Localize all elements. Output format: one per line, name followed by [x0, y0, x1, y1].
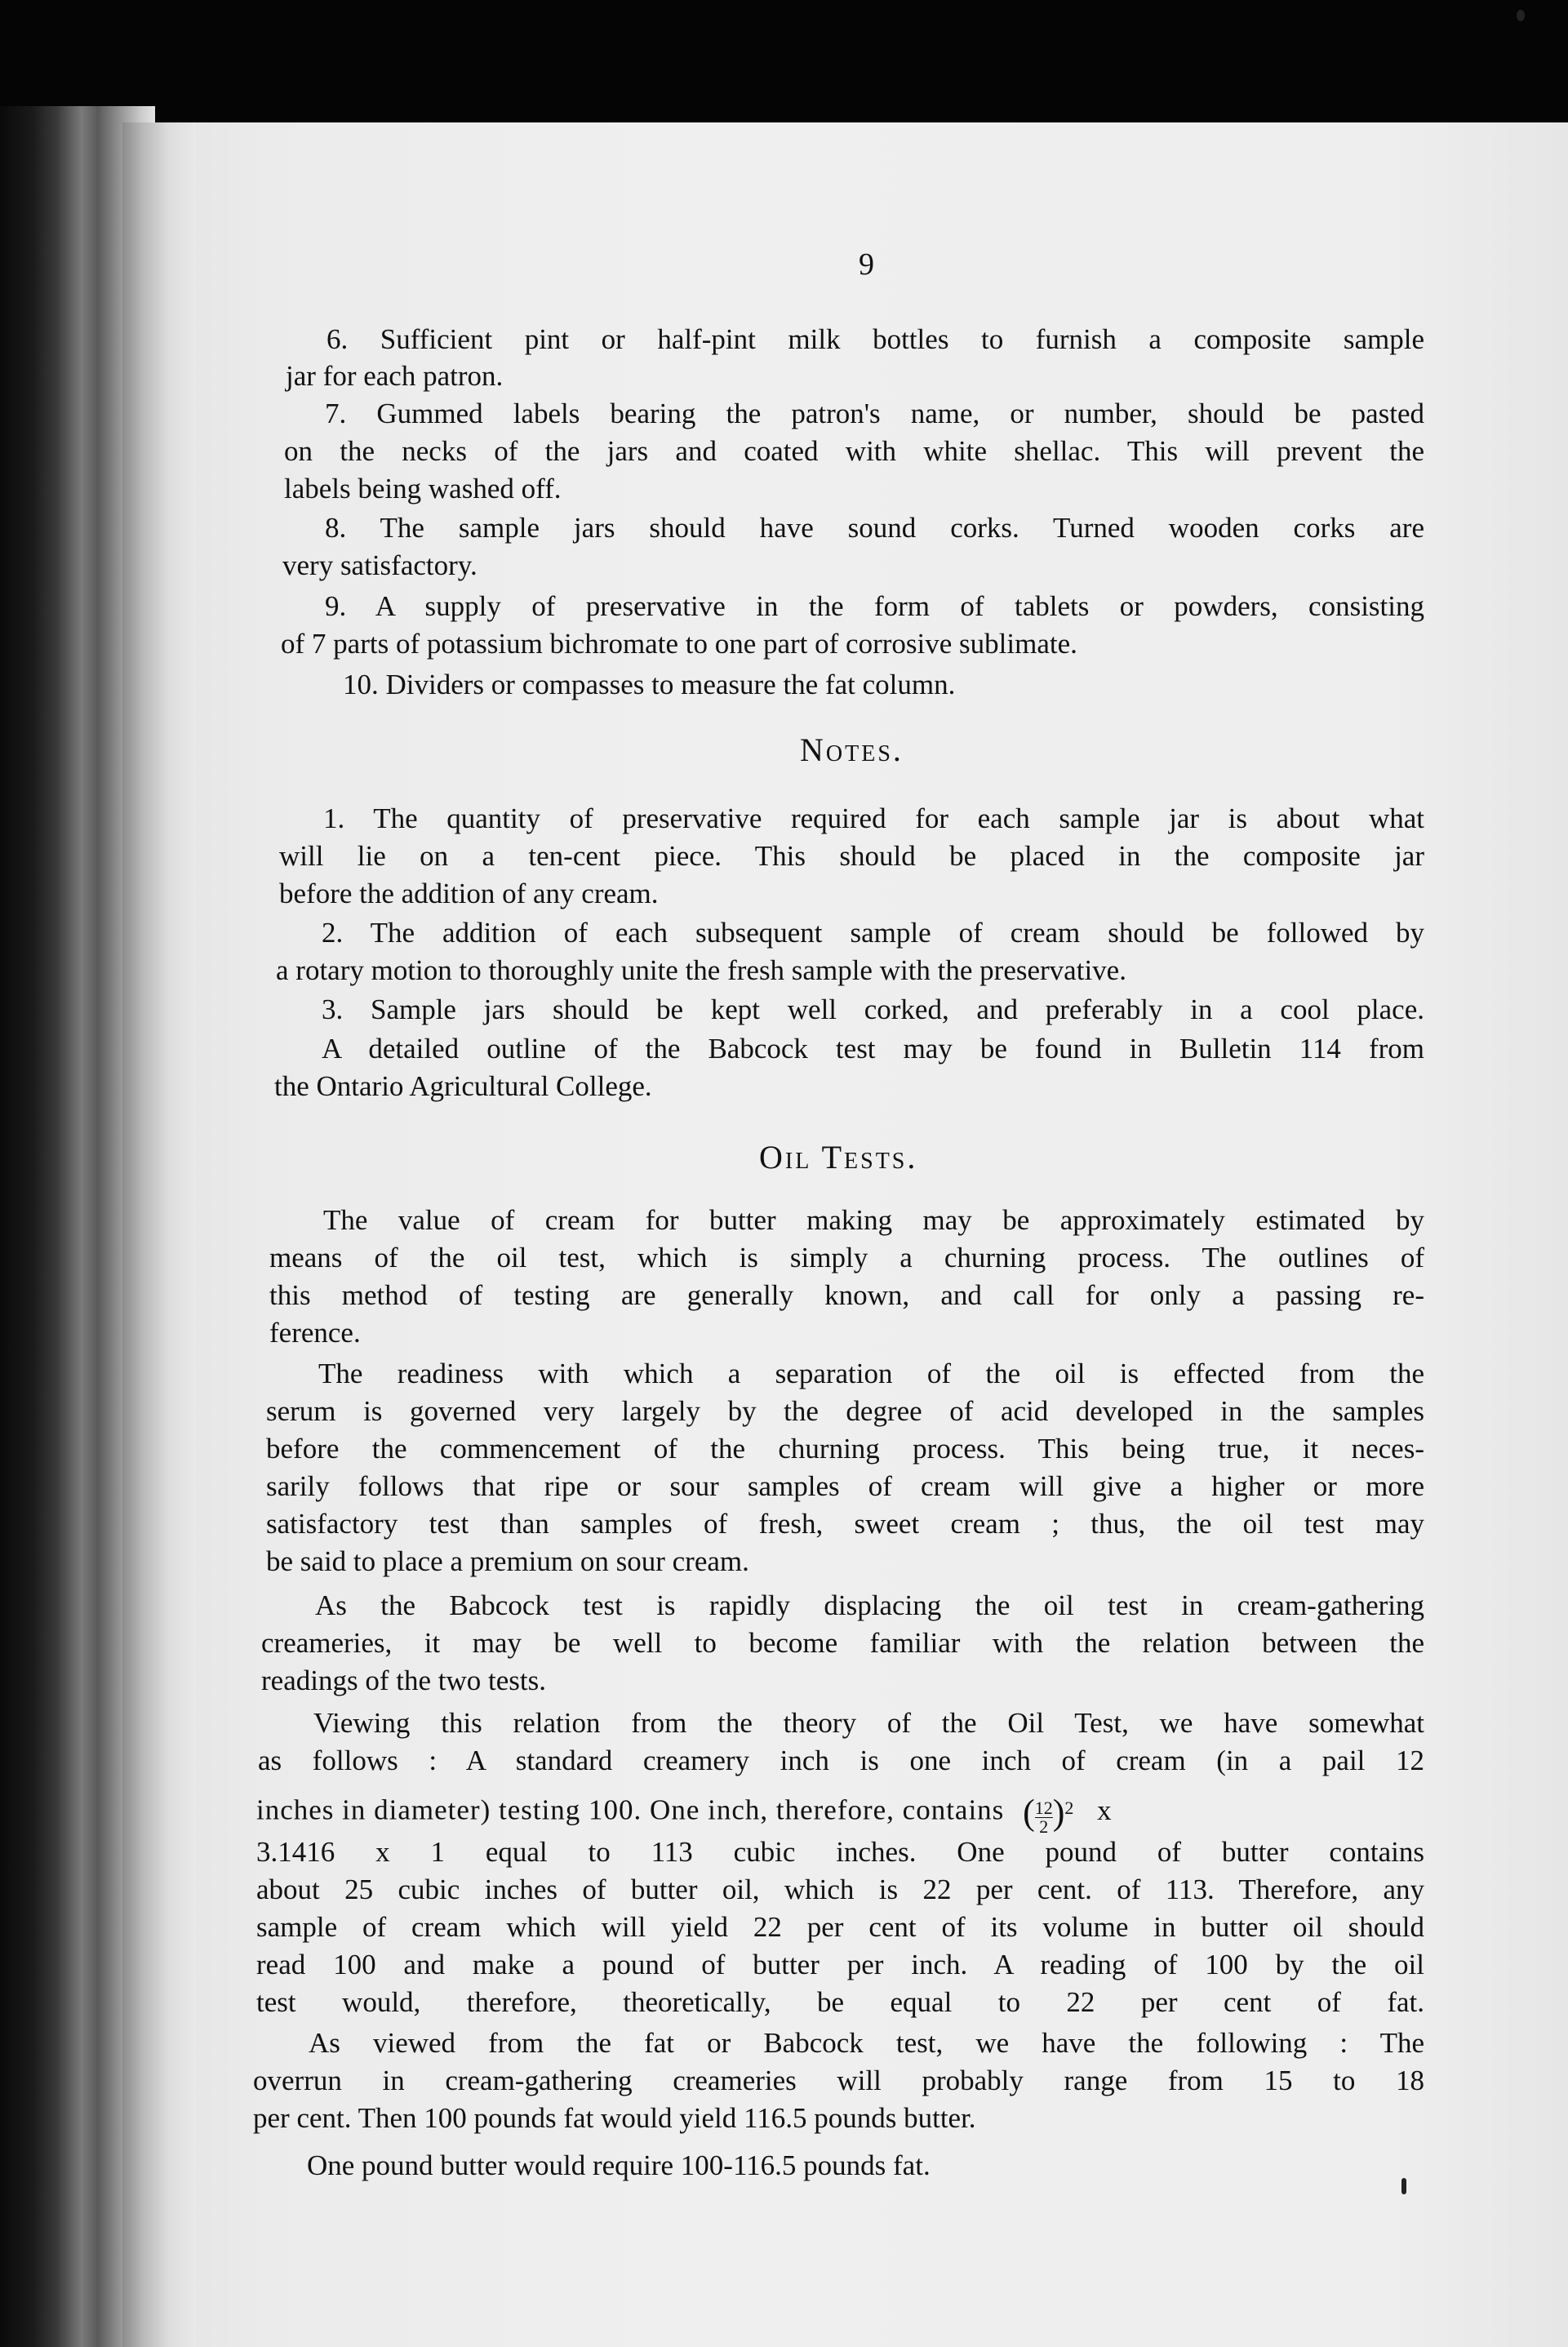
oil-p2-line-3: before the commencement of the churning process. This being true, it neces- — [266, 1433, 1424, 1465]
note-1-line-2: will lie on a ten-cent piece. This should be placed in the composite jar — [279, 840, 1424, 872]
oil-p1-line-3: this method of testing are generally known, and call for only a passing re- — [269, 1279, 1424, 1311]
formula-times: x — [1097, 1794, 1112, 1826]
formula-line — [256, 1789, 1112, 1836]
after-formula-line-5: test would, therefore, theoretically, be equal to 22 per cent of fat. — [256, 1986, 1424, 2018]
item-7-line-1: 7. Gummed labels bearing the patron's name, or number, should be pasted — [325, 398, 1424, 429]
formula-fraction: ( $\frac{12}{2}$ )$^2$ — [1023, 1792, 1074, 1838]
item-9-line-2: of 7 parts of potassium bichromate to one part of corrosive sublimate. — [281, 628, 1077, 660]
oil-p4-line-1: Viewing this relation from the theory of the Oil Test, we have somewhat — [313, 1707, 1424, 1739]
oil-p3-line-2: creameries, it may be well to become familiar with the relation between the — [261, 1627, 1424, 1659]
oil-p1-line-4: ference. — [269, 1317, 361, 1349]
scan-speck — [1401, 2178, 1406, 2194]
after-formula-line-3: sample of cream which will yield 22 per cent of its volume in butter oil should — [256, 1911, 1424, 1943]
oil-p1-line-2: means of the oil test, which is simply a churning process. The outlines of — [269, 1242, 1424, 1274]
notes-heading: Notes. — [800, 731, 904, 768]
item-10-line-1: 10. Dividers or compasses to measure the fat column. — [343, 669, 956, 700]
exponent: 2 — [1064, 1798, 1074, 1818]
item-6-line-1: 6. Sufficient pint or half-pint milk bottles to furnish a composite sample — [326, 323, 1424, 355]
oil-p2-line-1: The readiness with which a separation of the oil is effected from the — [318, 1358, 1424, 1389]
note-1-line-3: before the addition of any cream. — [279, 878, 659, 909]
last-line: One pound butter would require 100-116.5 pounds fat. — [307, 2149, 931, 2181]
note-1-line-1: 1. The quantity of preservative required for each sample jar is about what — [323, 802, 1424, 834]
babcock-line-1: As viewed from the fat or Babcock test, we have the following : The — [309, 2027, 1424, 2059]
after-formula-line-1: 3.1416 x 1 equal to 113 cubic inches. One pound of butter contains — [256, 1836, 1424, 1868]
scanner-background — [0, 0, 1568, 122]
item-7-line-2: on the necks of the jars and coated with white shellac. This will prevent the — [284, 435, 1424, 467]
note-3-line-1: 3. Sample jars should be kept well corked, and preferably in a cool place. — [322, 993, 1424, 1025]
oil-p4-line-2: as follows : A standard creamery inch is one inch of cream (in a pail 12 — [258, 1745, 1424, 1776]
note-2-line-1: 2. The addition of each subsequent sample of cream should be followed by — [322, 917, 1424, 949]
item-6-line-2: jar for each patron. — [286, 360, 504, 392]
after-formula-line-4: read 100 and make a pound of butter per inch. A reading of 100 by the oil — [256, 1949, 1424, 1980]
fraction-numerator: 12 — [1034, 1798, 1053, 1819]
note-2-line-2: a rotary motion to thoroughly unite the fresh sample with the preservative. — [276, 954, 1126, 986]
after-formula-line-2: about 25 cubic inches of butter oil, which is 22 per cent. of 113. Therefore, any — [256, 1874, 1424, 1905]
oil-tests-heading: Oil Tests. — [759, 1139, 918, 1176]
item-9-line-1: 9. A supply of preservative in the form of tablets or powders, consisting — [325, 590, 1424, 622]
babcock-line-2: overrun in cream-gathering creameries will probably range from 15 to 18 — [253, 2065, 1424, 2096]
oil-p2-line-4: sarily follows that ripe or sour samples of cream will give a higher or more — [266, 1470, 1424, 1502]
oil-p3-line-1: As the Babcock test is rapidly displacing the oil test in cream-gathering — [315, 1589, 1424, 1621]
formula-line-text: inches in diameter) testing 100. One inch, therefore, contains — [256, 1794, 1005, 1826]
item-8-line-2: very satisfactory. — [282, 549, 478, 581]
page-number: 9 — [859, 247, 874, 282]
babcock-line-3: per cent. Then 100 pounds fat would yield 116.5 pounds butter. — [253, 2102, 976, 2134]
oil-p1-line-1: The value of cream for butter making may be approximately estimated by — [323, 1204, 1424, 1236]
item-7-line-3: labels being washed off. — [284, 473, 562, 505]
note-4-line-2: the Ontario Agricultural College. — [274, 1070, 652, 1102]
book-spine — [122, 122, 196, 2347]
oil-p2-line-5: satisfactory test than samples of fresh, sweet cream ; thus, the oil test may — [266, 1508, 1424, 1540]
fraction-denominator: 2 — [1039, 1816, 1049, 1838]
item-8-line-1: 8. The sample jars should have sound corks. Turned wooden corks are — [325, 512, 1424, 544]
oil-p3-line-3: readings of the two tests. — [261, 1665, 546, 1696]
oil-p2-line-6: be said to place a premium on sour cream. — [266, 1545, 749, 1577]
scan-speck — [1517, 10, 1525, 21]
oil-p2-line-2: serum is governed very largely by the degree of acid developed in the samples — [266, 1395, 1424, 1427]
note-4-line-1: A detailed outline of the Babcock test may be found in Bulletin 114 from — [322, 1033, 1424, 1065]
